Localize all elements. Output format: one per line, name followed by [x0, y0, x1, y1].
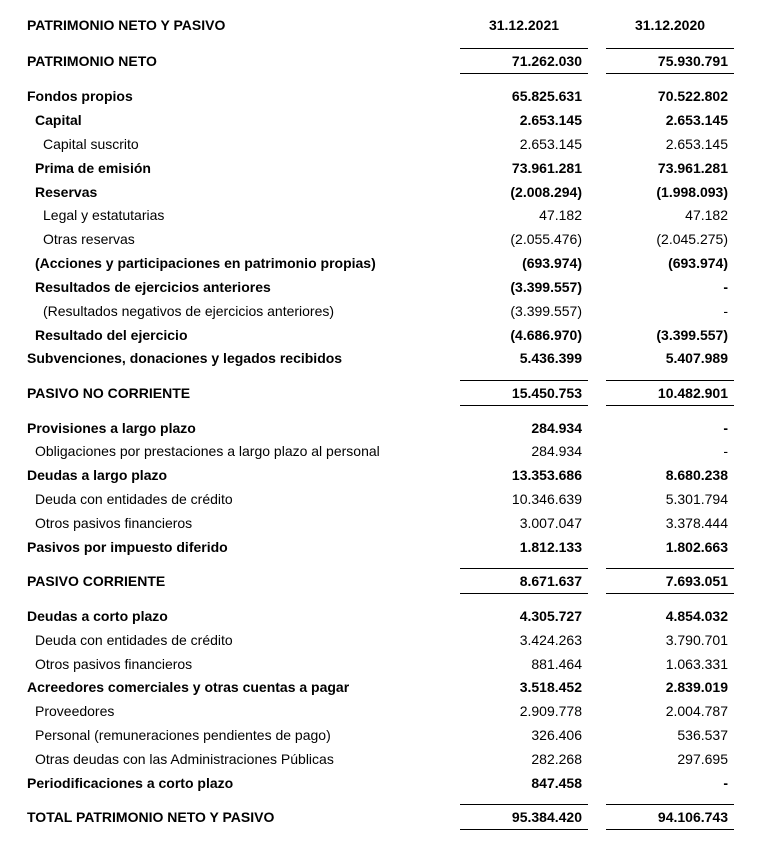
total-underline [460, 380, 588, 381]
total-underline [460, 568, 588, 569]
row-label: Deuda con entidades de crédito [35, 632, 233, 648]
column-header-2021: 31.12.2021 [488, 17, 560, 33]
row-label: Reservas [35, 184, 98, 200]
row-label: Legal y estatutarias [43, 207, 165, 223]
table-row [0, 771, 765, 795]
row-label: PASIVO CORRIENTE [27, 573, 166, 589]
value-2020: (2.045.275) [656, 231, 728, 247]
row-label: Resultado del ejercicio [35, 327, 188, 343]
total-underline [606, 48, 734, 49]
total-underline [460, 48, 588, 49]
value-2020: 70.522.802 [657, 88, 728, 104]
section-total-row [0, 381, 765, 405]
row-label: Capital suscrito [43, 136, 139, 152]
table-row [0, 628, 765, 652]
value-2021: 13.353.686 [511, 467, 582, 483]
table-row [0, 652, 765, 676]
total-underline [460, 593, 588, 594]
total-underline [606, 568, 734, 569]
value-2020: 2.653.145 [665, 136, 728, 152]
value-2021: 3.424.263 [519, 632, 582, 648]
row-label: Deuda con entidades de crédito [35, 491, 233, 507]
table-row [0, 251, 765, 275]
row-label: Otras reservas [43, 231, 135, 247]
section-total-row [0, 805, 765, 829]
value-2021: 2.653.145 [519, 112, 582, 128]
value-2020: - [723, 420, 728, 436]
total-underline [606, 405, 734, 406]
row-label: Subvenciones, donaciones y legados recibidos [27, 350, 343, 366]
value-2021: 4.305.727 [519, 608, 582, 624]
value-2020: (1.998.093) [656, 184, 728, 200]
table-row [0, 84, 765, 108]
value-2021: 326.406 [531, 727, 582, 743]
value-2021: 1.812.133 [519, 539, 582, 555]
value-2021: 2.653.145 [519, 136, 582, 152]
row-label: Acreedores comerciales y otras cuentas a pagar [27, 679, 350, 695]
row-label: (Acciones y participaciones en patrimonio propias) [35, 255, 376, 271]
value-2021: 881.464 [531, 656, 582, 672]
header-row [0, 13, 765, 37]
value-2020: 4.854.032 [665, 608, 728, 624]
value-2021: (4.686.970) [510, 327, 582, 343]
table-row [0, 535, 765, 559]
table-row [0, 180, 765, 204]
row-label: Otros pasivos financieros [35, 515, 193, 531]
value-2021: 73.961.281 [511, 160, 582, 176]
value-2021: (3.399.557) [510, 303, 582, 319]
value-2020: (3.399.557) [656, 327, 728, 343]
table-row [0, 275, 765, 299]
table-row [0, 699, 765, 723]
row-label: Capital [35, 112, 82, 128]
value-2021: 10.346.639 [511, 491, 582, 507]
total-underline [606, 593, 734, 594]
value-2021: 5.436.399 [519, 350, 582, 366]
total-underline [606, 804, 734, 805]
value-2020: 2.004.787 [665, 703, 728, 719]
total-underline [460, 73, 588, 74]
total-underline [606, 73, 734, 74]
value-2021: (2.055.476) [510, 231, 582, 247]
value-2021: 71.262.030 [511, 53, 582, 69]
table-row [0, 299, 765, 323]
row-label: Provisiones a largo plazo [27, 420, 196, 436]
total-underline [460, 829, 588, 830]
row-label: Otros pasivos financieros [35, 656, 193, 672]
row-label: Personal (remuneraciones pendientes de pago) [35, 727, 331, 743]
value-2021: 95.384.420 [511, 809, 582, 825]
table-row [0, 323, 765, 347]
table-row [0, 203, 765, 227]
value-2020: 94.106.743 [657, 809, 728, 825]
value-2021: 2.909.778 [519, 703, 582, 719]
total-underline [460, 405, 588, 406]
value-2020: (693.974) [668, 255, 728, 271]
row-label: Fondos propios [27, 88, 133, 104]
total-underline [606, 380, 734, 381]
row-label: TOTAL PATRIMONIO NETO Y PASIVO [27, 809, 275, 825]
row-label: Prima de emisión [35, 160, 151, 176]
value-2020: 3.790.701 [665, 632, 728, 648]
table-row [0, 108, 765, 132]
value-2021: 8.671.637 [519, 573, 582, 589]
value-2020: 8.680.238 [665, 467, 728, 483]
table-row [0, 463, 765, 487]
value-2020: 5.301.794 [665, 491, 728, 507]
row-label: Otras deudas con las Administraciones Públicas [35, 751, 334, 767]
table-row [0, 346, 765, 370]
table-row [0, 439, 765, 463]
row-label: Deudas a corto plazo [27, 608, 168, 624]
table-row [0, 416, 765, 440]
value-2020: 1.063.331 [665, 656, 728, 672]
value-2020: - [723, 279, 728, 295]
value-2021: 282.268 [531, 751, 582, 767]
row-label: Proveedores [35, 703, 115, 719]
value-2020: 5.407.989 [665, 350, 728, 366]
row-label: Deudas a largo plazo [27, 467, 168, 483]
value-2020: 1.802.663 [665, 539, 728, 555]
table-row [0, 227, 765, 251]
value-2020: 75.930.791 [657, 53, 728, 69]
value-2020: 2.653.145 [665, 112, 728, 128]
column-header-2020: 31.12.2020 [634, 17, 706, 33]
row-label: Resultados de ejercicios anteriores [35, 279, 271, 295]
table-row [0, 156, 765, 180]
value-2021: 15.450.753 [511, 385, 582, 401]
row-label: (Resultados negativos de ejercicios anteriores) [43, 303, 335, 319]
value-2020: 3.378.444 [665, 515, 728, 531]
table-row [0, 675, 765, 699]
total-underline [606, 829, 734, 830]
value-2021: (3.399.557) [510, 279, 582, 295]
row-label: Pasivos por impuesto diferido [27, 539, 228, 555]
value-2020: 73.961.281 [657, 160, 728, 176]
total-underline [460, 804, 588, 805]
value-2020: - [723, 775, 728, 791]
value-2021: 3.007.047 [519, 515, 582, 531]
value-2021: 3.518.452 [519, 679, 582, 695]
value-2021: (693.974) [522, 255, 582, 271]
table-row [0, 487, 765, 511]
value-2020: 297.695 [677, 751, 728, 767]
value-2020: 10.482.901 [657, 385, 728, 401]
table-row [0, 723, 765, 747]
row-label: Periodificaciones a corto plazo [27, 775, 234, 791]
value-2020: 7.693.051 [665, 573, 728, 589]
value-2021: 65.825.631 [511, 88, 582, 104]
table-row [0, 511, 765, 535]
value-2021: 284.934 [531, 443, 582, 459]
table-title: PATRIMONIO NETO Y PASIVO [27, 17, 226, 33]
value-2020: 536.537 [677, 727, 728, 743]
row-label: Obligaciones por prestaciones a largo plazo al personal [35, 443, 380, 459]
value-2020: - [723, 303, 728, 319]
table-row [0, 132, 765, 156]
value-2021: 847.458 [531, 775, 582, 791]
section-total-row [0, 49, 765, 73]
row-label: PASIVO NO CORRIENTE [27, 385, 191, 401]
value-2020: 47.182 [685, 207, 728, 223]
value-2021: 47.182 [539, 207, 582, 223]
row-label: PATRIMONIO NETO [27, 53, 157, 69]
table-row [0, 604, 765, 628]
value-2021: 284.934 [531, 420, 582, 436]
value-2021: (2.008.294) [510, 184, 582, 200]
value-2020: 2.839.019 [665, 679, 728, 695]
value-2020: - [723, 443, 728, 459]
table-row [0, 747, 765, 771]
section-total-row [0, 569, 765, 593]
